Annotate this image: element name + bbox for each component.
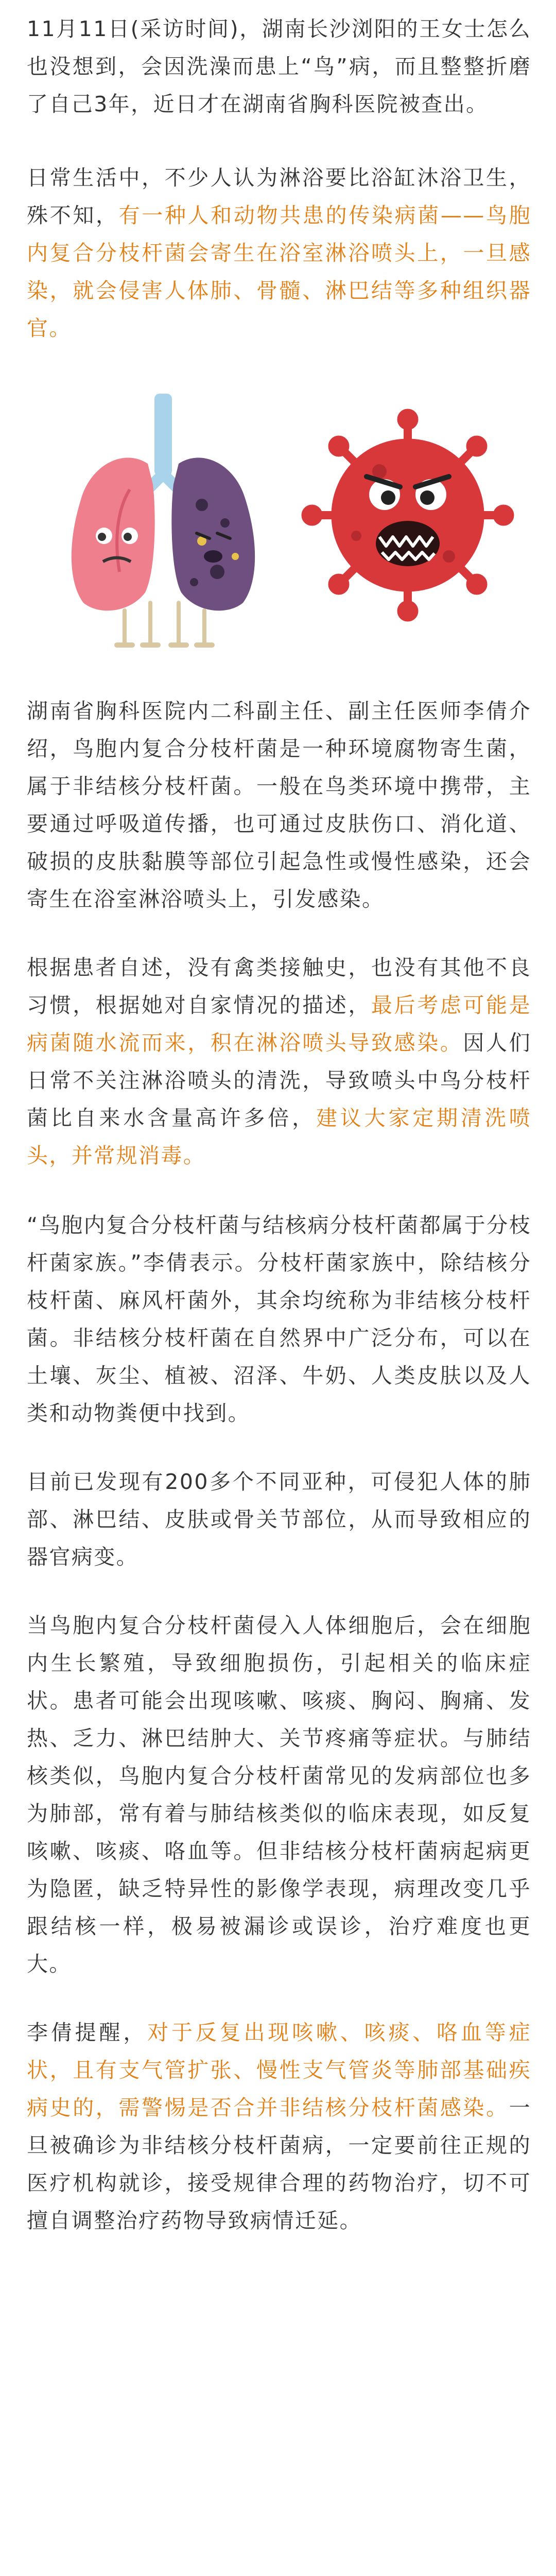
paragraph-text: 11月11日(采访时间)，湖南长沙浏阳的王女士怎么也没想到，会因洗澡而患上“鸟”病，而且整整折磨了自己3年，近日才在湖南省胸科医院被查出。 xyxy=(27,16,531,116)
article-paragraph-7 xyxy=(27,1607,531,1983)
article-paragraph-2 xyxy=(27,159,531,347)
paragraph-text: “鸟胞内复合分枝杆菌与结核病分枝杆菌都属于分枝杆菌家族。”李倩表示。分枝杆菌家族中，除结核分枝杆菌、麻风杆菌外，其余均统称为非结核分枝杆菌。非结核分枝杆菌在自然界中广泛分布，可以在土壤、灰尘、植被、沼泽、牛奶、人类皮肤以及人类和动物粪便中找到。 xyxy=(27,1213,531,1426)
article xyxy=(27,10,531,2240)
paragraph-text: 李倩提醒， xyxy=(27,2020,148,2045)
paragraph-spacer xyxy=(27,347,531,381)
paragraph-text: 根据患者自述，没有禽类接触史，也没有其他不良习惯，根据她对自家情况的描述， xyxy=(27,955,531,1018)
paragraph-spacer xyxy=(27,1576,531,1607)
paragraph-text: 当鸟胞内复合分枝杆菌侵入人体细胞后，会在细胞内生长繁殖，导致细胞损伤，引起相关的临床症状。患者可能会出现咳嗽、咳痰、胸闷、胸痛、发热、乏力、淋巴结肿大、关节疼痛等症状。与肺结核类似，鸟胞内复合分枝杆菌常见的发病部位也多为肺部，常有着与肺结核类似的临床表现，如反复咳嗽、咳痰、咯血等。但非结核分枝杆菌病起病更为隐匿，缺乏特异性的影像学表现，病理改变几乎跟结核一样，极易被漏诊或误诊，治疗难度也更大。 xyxy=(27,1613,531,1976)
article-paragraph-3 xyxy=(27,692,531,918)
highlighted-text: 最后考虑可能是病菌随水流而来，积在淋浴喷头导致感染。 xyxy=(27,993,531,1055)
paragraph-spacer xyxy=(27,1175,531,1207)
paragraph-text: 日常生活中，不少人认为淋浴要比浴缸沐浴卫生，殊不知， xyxy=(27,165,531,228)
paragraph-spacer xyxy=(27,1983,531,2014)
angry-virus-icon xyxy=(294,402,521,629)
infected-lungs-icon xyxy=(47,386,279,654)
highlighted-text: 对于反复出现咳嗽、咳痰、咯血等症状，且有支气管扩张、慢性支气管炎等肺部基础疾病史的，需警惕是否合并非结核分枝杆菌感染。 xyxy=(27,2020,531,2120)
article-paragraph-1 xyxy=(27,10,531,123)
paragraph-spacer xyxy=(27,918,531,949)
paragraph-spacer xyxy=(27,1432,531,1463)
paragraph-spacer xyxy=(27,659,531,692)
paragraph-text: 因人们日常不关注淋浴喷头的清洗，导致喷头中鸟分枝杆菌比自来水含量高许多倍， xyxy=(27,1030,531,1130)
highlighted-text: 建议大家定期清洗喷头，并常规消毒。 xyxy=(27,1106,531,1168)
article-paragraph-5 xyxy=(27,1207,531,1432)
article-paragraph-4 xyxy=(27,949,531,1175)
paragraph-text: 湖南省胸科医院内二科副主任、副主任医师李倩介绍，鸟胞内复合分枝杆菌是一种环境腐物寄生菌，属于非结核分枝杆菌。一般在鸟类环境中携带，主要通过呼吸道传播，也可通过皮肤伤口、消化道、破损的皮肤黏膜等部位引起急性或慢性感染，还会寄生在浴室淋浴喷头上，引发感染。 xyxy=(27,699,531,911)
paragraph-text: 目前已发现有200多个不同亚种，可侵犯人体的肺部、淋巴结、皮肤或骨关节部位，从而导致相应的器官病变。 xyxy=(27,1469,531,1569)
illustration xyxy=(27,381,531,659)
article-paragraph-8 xyxy=(27,2014,531,2240)
highlighted-text: 有一种人和动物共患的传染病菌——鸟胞内复合分枝杆菌会寄生在浴室淋浴喷头上，一旦感染，就会侵害人体肺、骨髓、淋巴结等多种组织器官。 xyxy=(27,203,531,341)
article-paragraph-6 xyxy=(27,1463,531,1576)
paragraph-spacer xyxy=(27,123,531,159)
paragraph-text: 一旦被确诊为非结核分枝杆菌病，一定要前往正规的医疗机构就诊，接受规律合理的药物治疗，切不可擅自调整治疗药物导致病情迁延。 xyxy=(27,2095,531,2233)
